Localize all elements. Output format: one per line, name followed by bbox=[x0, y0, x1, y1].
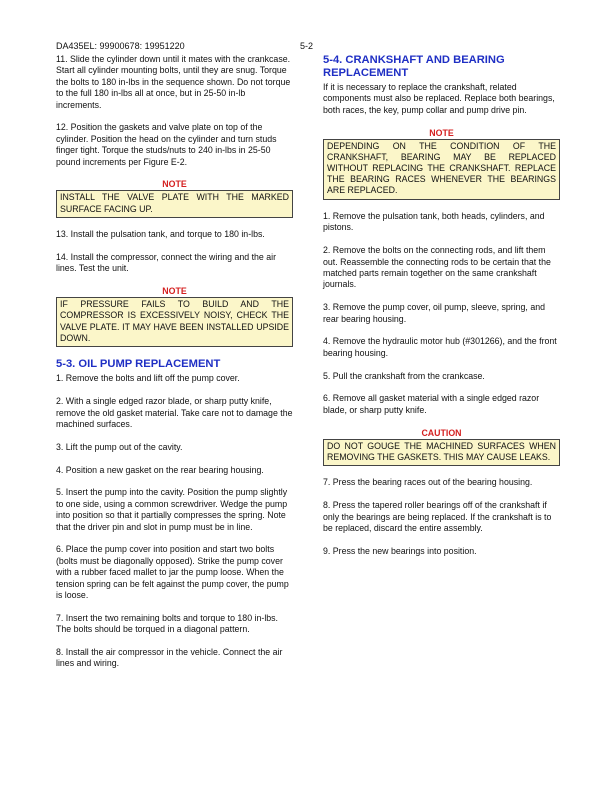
step-paragraph: 2. Remove the bolts on the connecting rods, and lift them out. Reassemble the connecting rods to be certain that the matched parts remain together on the same crankshaft journals. bbox=[323, 245, 551, 290]
step-paragraph: 3. Lift the pump out of the cavity. bbox=[56, 441, 183, 452]
step-paragraph: 11. Slide the cylinder down until it mates with the crankcase. Start all cylinder mounting bolts, until they are snug. Torque the bolts to 180 in-lbs in the sequence shown. Do not torque to the full 180 in-lbs all at once, but in 25-50 in-lb increments. bbox=[56, 54, 291, 110]
note-title: NOTE bbox=[429, 127, 454, 138]
caution-title: CAUTION bbox=[421, 427, 462, 438]
caution-box: DO NOT GOUGE THE MACHINED SURFACES WHEN REMOVING THE GASKETS. THIS MAY CAUSE LEAKS. bbox=[323, 439, 560, 466]
note-title: NOTE bbox=[162, 179, 187, 190]
step-paragraph: 4. Remove the hydraulic motor hub (#301266), and the front bearing housing. bbox=[323, 336, 557, 358]
step-paragraph: 8. Install the air compressor in the vehicle. Connect the air lines and wiring. bbox=[56, 647, 283, 669]
step-paragraph: 12. Position the gaskets and valve plate on top of the cylinder. Position the head on the cylinder and turn studs finger tight. Torque the studs/nuts to 240 in-lbs in 25-50 pound increments per Figure E-2. bbox=[56, 122, 277, 167]
left-column bbox=[56, 54, 293, 681]
step-paragraph: 4. Position a new gasket on the rear bearing housing. bbox=[56, 464, 264, 475]
step-paragraph: 3. Remove the pump cover, oil pump, sleeve, spring, and rear bearing housing. bbox=[323, 302, 545, 324]
document-id: DA435EL: 99900678: 19951220 bbox=[56, 41, 185, 51]
step-paragraph: 13. Install the pulsation tank, and torque to 180 in-lbs. bbox=[56, 229, 265, 240]
note-box: DEPENDING ON THE CONDITION OF THE CRANKSHAFT, BEARING MAY BE REPLACED WITHOUT REPLACING THE CRANKSHAFT. REPLACE THE BEARING RACES WHENEVER THE BEARINGS ARE REPLACED. bbox=[323, 139, 560, 200]
step-paragraph: 2. With a single edged razor blade, or sharp putty knife, remove the old gasket material. Take care not to damage the machined surfaces. bbox=[56, 396, 293, 430]
step-paragraph: 1. Remove the pulsation tank, both heads, cylinders, and pistons. bbox=[323, 211, 545, 233]
step-paragraph: 8. Press the tapered roller bearings off of the crankshaft if only the bearings are being replaced. If the crankshaft is to be replaced, discard the entire assembly. bbox=[323, 500, 552, 534]
step-paragraph: 7. Press the bearing races out of the bearing housing. bbox=[323, 477, 533, 488]
step-paragraph: 5. Pull the crankshaft from the crankcase. bbox=[323, 370, 485, 381]
step-paragraph: 14. Install the compressor, connect the wiring and the air lines. Test the unit. bbox=[56, 252, 277, 274]
step-paragraph: 1. Remove the bolts and lift off the pump cover. bbox=[56, 373, 240, 384]
note-box: INSTALL THE VALVE PLATE WITH THE MARKED SURFACE FACING UP. bbox=[56, 190, 293, 217]
step-paragraph: 9. Press the new bearings into position. bbox=[323, 545, 477, 556]
right-column bbox=[323, 54, 560, 569]
page-number: 5-2 bbox=[300, 41, 314, 51]
step-paragraph: 6. Remove all gasket material with a single edged razor blade, or sharp putty knife. bbox=[323, 393, 540, 415]
section-heading: 5-4. CRANKSHAFT AND BEARING REPLACEMENT bbox=[323, 54, 505, 79]
note-title: NOTE bbox=[162, 286, 187, 297]
intro-paragraph: If it is necessary to replace the crankshaft, related components must also be replaced. Replace both bearings, both races, the key, pump collar and pump drive pin. bbox=[323, 82, 555, 115]
step-paragraph: 5. Insert the pump into the cavity. Position the pump slightly to one side, using a common screwdriver. Wedge the pump into position so that it partially compresses the spring. Note that the driver pin and slot in pump must be in line. bbox=[56, 487, 288, 532]
step-paragraph: 6. Place the pump cover into position and start two bolts (bolts must be diagonally opposed). Strike the pump cover with a rubber faced mallet to jar the pump loose. When the tension spring can be felt against the pump cover, the pump is loose. bbox=[56, 544, 289, 601]
section-heading: 5-3. OIL PUMP REPLACEMENT bbox=[56, 358, 221, 371]
note-box: IF PRESSURE FAILS TO BUILD AND THE COMPRESSOR IS EXCESSIVELY NOISY, CHECK THE VALVE PLATE. IT MAY HAVE BEEN INSTALLED UPSIDE DOWN. bbox=[56, 297, 293, 347]
step-paragraph: 7. Insert the two remaining bolts and torque to 180 in-lbs. The bolts should be torqued in a diagonal pattern. bbox=[56, 612, 279, 635]
